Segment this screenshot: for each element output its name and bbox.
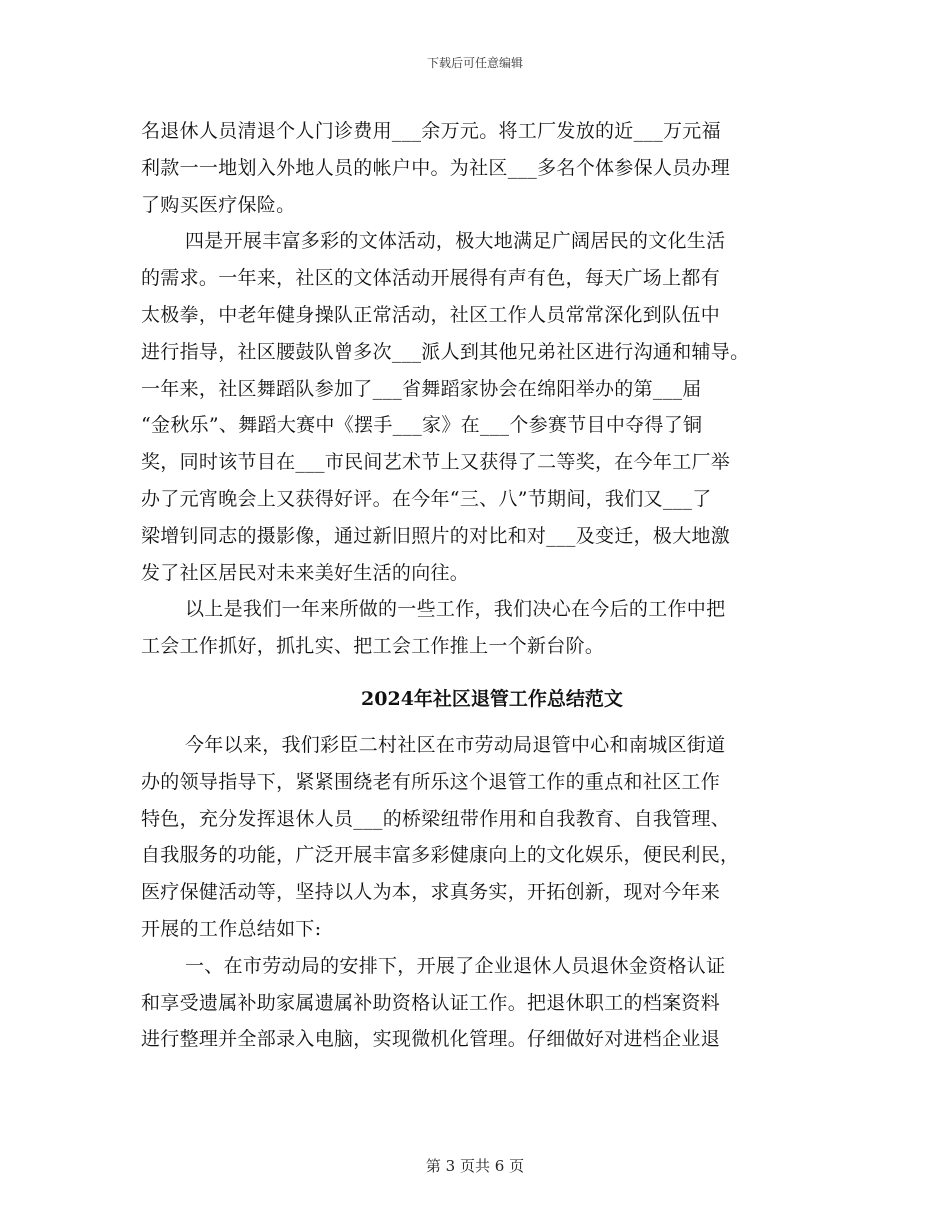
body-line: “金秋乐”、舞蹈大赛中《摆手___家》在___个参赛节目中夺得了铜: [141, 414, 703, 437]
body-line: 梁增钊同志的摄影像，通过新旧照片的对比和对___及变迁，极大地激: [141, 524, 731, 547]
body-line: 利款一一地划入外地人员的帐户中。为社区___多名个体参保人员办理: [141, 156, 731, 179]
body-line: 医疗保健活动等，坚持以人为本，求真务实，开拓创新，现对今年来: [141, 881, 721, 904]
body-line: 自我服务的功能，广泛开展丰富多彩健康向上的文化娱乐，便民利民，: [141, 844, 740, 867]
body-line: 工会工作抓好，抓扎实、把工会工作推上一个新台阶。: [141, 635, 605, 658]
body-line: 名退休人员清退个人门诊费用___余万元。将工厂发放的近___万元福: [141, 120, 721, 142]
body-line: 了购买医疗保险。: [141, 193, 296, 216]
body-line: 办了元宵晚会上又获得好评。在今年“三、八”节期间，我们又___了: [141, 487, 712, 510]
paragraph-start-line: 一、在市劳动局的安排下，开展了企业退休人员退休金资格认证: [185, 954, 726, 977]
body-line: 奖，同时该节目在___市民间艺术节上又获得了二等奖，在今年工厂举: [141, 451, 731, 474]
paragraph-start-line: 以上是我们一年来所做的一些工作，我们决心在今后的工作中把: [185, 598, 726, 621]
body-line: 和享受遗属补助家属遗属补助资格认证工作。把退休职工的档案资料: [141, 991, 721, 1014]
body-line: 太极拳，中老年健身操队正常活动，社区工作人员常常深化到队伍中: [141, 303, 721, 326]
document-body: [141, 113, 831, 1058]
body-line: 进行指导，社区腰鼓队曾多次___派人到其他兄弟社区进行沟通和辅导。: [141, 340, 750, 363]
body-line: 进行整理并全部录入电脑，实现微机化管理。仔细做好对进档企业退: [141, 1028, 721, 1051]
body-line: 的需求。一年来，社区的文体活动开展得有声有色，每天广场上都有: [141, 267, 721, 290]
body-line: 特色，充分发挥退休人员___的桥梁纽带作用和自我教育、自我管理、: [141, 807, 731, 830]
paragraph-start-line: 今年以来，我们彩臣二村社区在市劳动局退管中心和南城区街道: [185, 733, 726, 756]
section-title: 2024年社区退管工作总结范文: [361, 687, 623, 710]
page-number-footer: 第 3 页共 6 页: [425, 1157, 525, 1175]
body-line: 一年来，社区舞蹈队参加了___省舞蹈家协会在绵阳举办的第___届: [141, 377, 702, 400]
body-line: 发了社区居民对未来美好生活的向往。: [141, 561, 470, 584]
body-line: 办的领导指导下，紧紧围绕老有所乐这个退管工作的重点和社区工作: [141, 770, 721, 793]
body-line: 开展的工作总结如下:: [141, 917, 322, 940]
page-header: 下载后可任意编辑: [426, 56, 523, 70]
paragraph-start-line: 四是开展丰富多彩的文体活动，极大地满足广阔居民的文化生活: [185, 230, 726, 253]
